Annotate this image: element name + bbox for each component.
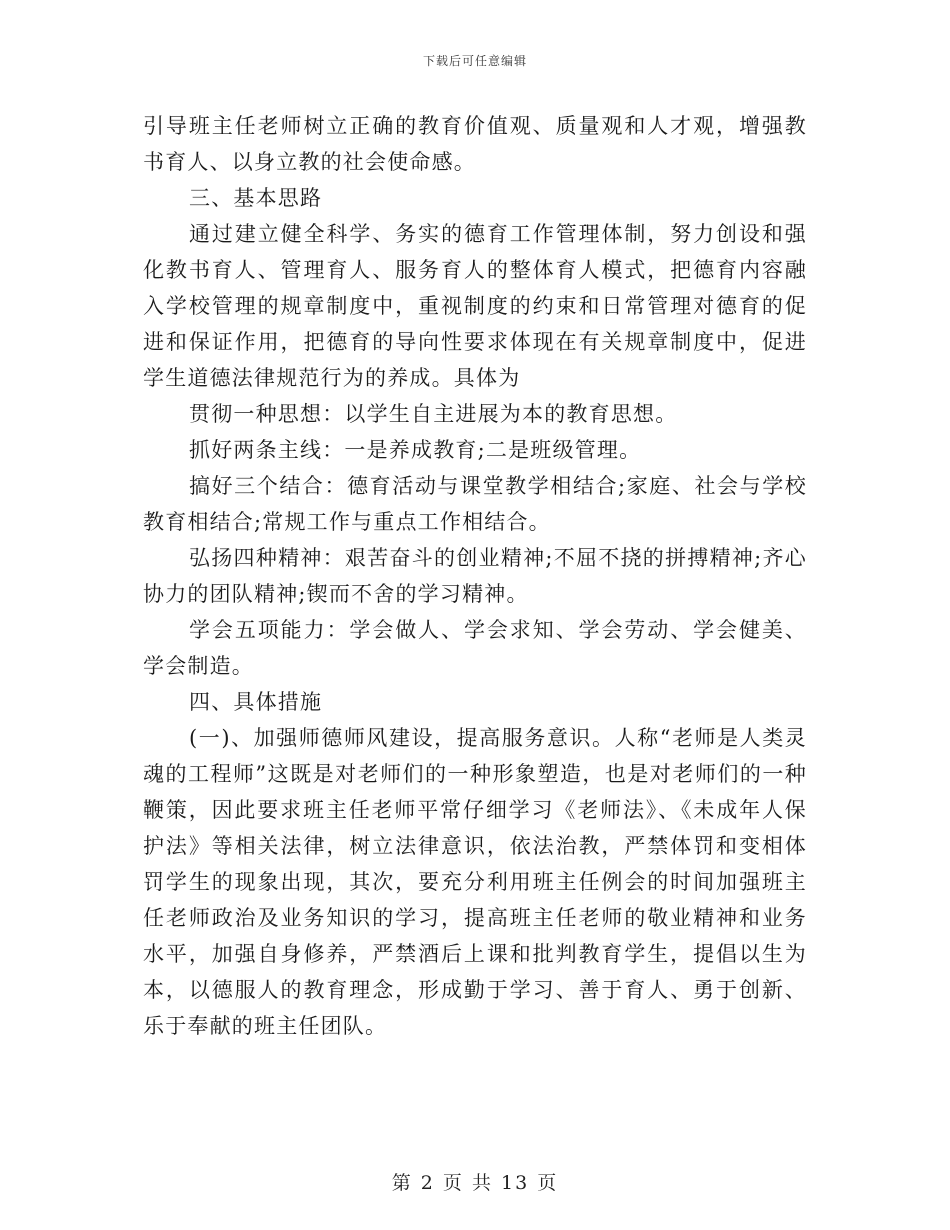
- page-number-footer: 第 2 页 共 13 页: [391, 1172, 559, 1194]
- section-heading-measures: 四、具体措施: [189, 690, 323, 714]
- section-heading-basic-ideas: 三、基本思路: [189, 186, 323, 210]
- paragraph-five-abilities: 学会五项能力：学会做人、学会求知、学会劳动、学会健美、学会制造。: [143, 618, 807, 678]
- page-header: 下载后可任意编辑: [422, 54, 527, 68]
- paragraph-one-idea: 贯彻一种思想：以学生自主进展为本的教育思想。: [189, 402, 678, 426]
- paragraph-measure-one: (一)、加强师德师风建设，提高服务意识。人称“老师是人类灵魂的工程师”这既是对老师们的一种形象塑造，也是对老师们的一种鞭策，因此要求班主任老师平常仔细学习《老师法》、《未成年人保护法》等相关法律，树立法律意识，依法治教，严禁体罚和变相体罚学生的现象出现，其次，要充分利用班主任例会的时间加强班主任老师政治及业务知识的学习，提高班主任老师的敬业精神和业务水平，加强自身修养，严禁酒后上课和批判教育学生，提倡以生为本，以德服人的教育理念，形成勤于学习、善于育人、勇于创新、乐于奉献的班主任团队。: [143, 726, 807, 1038]
- document-body: [143, 108, 807, 1044]
- paragraph-four-spirits: 弘扬四种精神：艰苦奋斗的创业精神;不屈不挠的拼搏精神;齐心协力的团队精神;锲而不舍的学习精神。: [143, 546, 807, 606]
- paragraph-basic-ideas: 通过建立健全科学、务实的德育工作管理体制，努力创设和强化教书育人、管理育人、服务育人的整体育人模式，把德育内容融入学校管理的规章制度中，重视制度的约束和日常管理对德育的促进和保证作用，把德育的导向性要求体现在有关规章制度中，促进学生道德法律规范行为的养成。具体为: [143, 222, 807, 390]
- paragraph-continuation: 引导班主任老师树立正确的教育价值观、质量观和人才观，增强教书育人、以身立教的社会使命感。: [143, 114, 807, 174]
- paragraph-two-lines: 抓好两条主线：一是养成教育;二是班级管理。: [189, 438, 642, 462]
- paragraph-three-combinations: 搞好三个结合：德育活动与课堂教学相结合;家庭、社会与学校教育相结合;常规工作与重点工作相结合。: [143, 474, 807, 534]
